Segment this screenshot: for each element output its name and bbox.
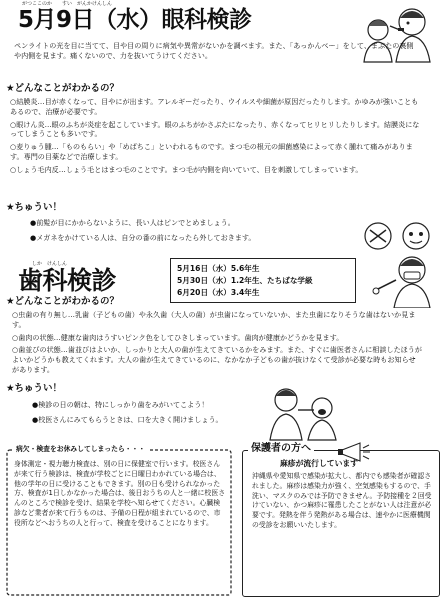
eye-cautions [30, 218, 320, 243]
absent-text: 身体測定・視力聴力検査は、別の日に保健室で行います。校医さんが来て行う検診は、検査が学校ごとに日曜日わかれている場合は、他の学年の日に受けることもできます。別の日も受けられなかった方、検査が1日しかなかった場合は、後日おうちの人と一緒に校医さんのところで検診を受け、結果を学校へ知らせてください。心臓検診など業者が来て行うものは、予備の日程が組まれているので、市役所などへおうちの人と行って、検査を受けることになります。 [14, 460, 226, 527]
schedule-row: 6月20日（水）3.4年生 [177, 287, 260, 297]
dental-caution-heading: ★ちゅうい！ [6, 383, 63, 394]
parents-title: 保護者の方へ [248, 442, 314, 455]
dental-cautions [32, 400, 262, 425]
eye-caution-heading: ★ちゅうい！ [6, 202, 63, 213]
eye-item-stye: ○麦りゅう腫…「ものもらい」や「めばちこ」といわれるものです。まつ毛の根元の細菌感染によって赤く腫れて痛みがあります。専門の目薬などで治療します。 [10, 142, 413, 161]
dental-exam-title: 歯科検診 [18, 266, 117, 295]
eye-caution-bangs: ●前髪が目にかからないように、長い人はピンでとめましょう。 [30, 218, 235, 227]
dentist-illustration [370, 250, 442, 308]
dental-item-cavities: ○虫歯の有り無し…乳歯（子どもの歯）や永久歯（大人の歯）が虫歯になっていないか、また虫歯になりそうな歯はないか見ます。 [12, 310, 416, 329]
absent-box [6, 444, 232, 596]
schedule-row: 5月16日（水）5.6年生 [177, 264, 260, 273]
dental-schedule [170, 258, 356, 303]
dental-item-alignment: ○歯並びの状態…歯並びはよいか、しっかりと大人の歯が生えてきているかをみます。また、すぐに歯医者さんに相談したほうがよいかどうかも教えてくれます。大人の歯が生えてきているのに、なかなか子どもの歯が抜けなくて受診が必要な時もお知らせがあります。 [12, 345, 422, 374]
parents-box [242, 440, 440, 597]
dental-item-gums: ○歯肉の状態…健康な歯肉はうすいピンク色をしてひきしまっています。歯肉が健康かどうかを見ます。 [12, 332, 344, 342]
eye-item-blepharitis: ○眼けん炎…眼のふちが炎症を起こしています。眼のふちがかさぶたになったり、赤くなってヒリヒリしたりします。結膜炎になってしまうことも多いです。 [10, 119, 420, 139]
doctor-child-illustration [262, 382, 344, 442]
absent-tag: 病欠・検査をお休みしてしまったら・・・ [12, 444, 149, 455]
dental-title-ruby: しか けんしん [32, 261, 68, 267]
parents-text: 沖縄県や愛知県で感染が拡大し、都内でも感染者が確認されました。麻疹は感染力が強く、空気感染もするので、手洗い、マスクのみでは予防できません。予防接種を２回受けていない、かつ麻疹に罹患したことがない人は注意が必要です。発熱を伴う発熱がある場合は、速やかに医療機関の受診をお願いいたします。 [252, 472, 432, 529]
eye-title-ruby: がつここのか すい がんかけんしん [22, 1, 113, 7]
dental-caution-open-mouth: ●校医さんにみてもらうときは、口を大きく開けましょう。 [32, 414, 223, 424]
dental-what-heading: ★どんなことがわかるの？ [6, 296, 120, 307]
schedule-row: 5月30日（水）1.2年生、たちばな学級 [177, 275, 313, 285]
eye-items [10, 97, 422, 174]
eye-caution-glasses: ●メガネをかけている人は、自分の番の前になったら外しておきます。 [30, 232, 256, 242]
dental-caution-brush: ●検診の日の朝は、特にしっかり歯をみがいてこよう！ [32, 400, 209, 409]
eye-exam-title: 5月9日（水）眼科検診 [18, 7, 252, 33]
eye-item-trichiasis: ○しょう毛内反…しょう毛とはまつ毛のことです。まつ毛が内側を向いていて、目を刺激してしまっています。 [10, 164, 363, 174]
parents-subtitle: 麻疹が流行しています [280, 459, 358, 468]
eye-item-conjunctivitis: ○結膜炎…目が赤くなって、目やにが出ます。アレルギーだったり、ウイルスや細菌が原因だったりします。かゆみが強いこともあるので、治療が必要です。 [10, 97, 419, 116]
eye-intro: ペンライトの光を目に当てて、目や目の周りに病気や異常がないかを調べます。また、「あっかんべー」をして、まぶたの裏側や内側を見ます。痛くないので、力を抜いてうけてください。 [14, 41, 414, 60]
eye-what-heading: ★どんなことがわかるの？ [6, 83, 120, 94]
dental-items [12, 310, 422, 375]
